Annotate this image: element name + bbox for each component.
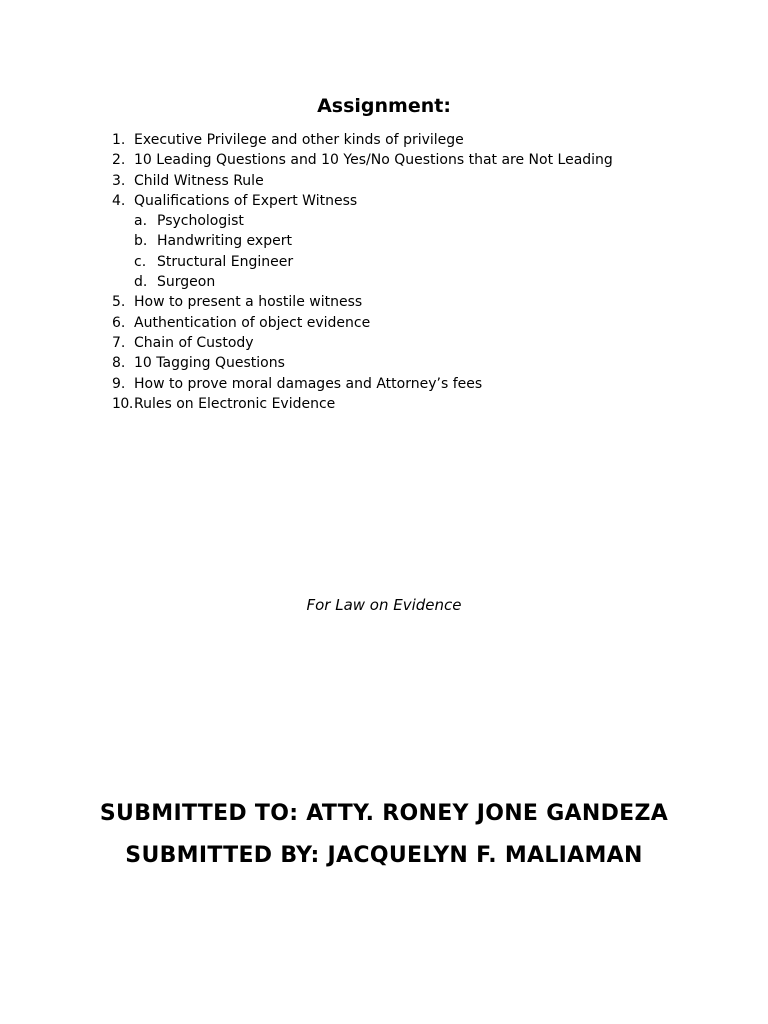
course-subtitle: For Law on Evidence [306, 596, 462, 614]
list-item-number: 10. [112, 395, 133, 412]
list-item-text: How to prove moral damages and Attorney’s fees [134, 375, 483, 392]
list-item [112, 191, 672, 211]
list-item [112, 374, 672, 394]
sub-list-item-text: Psychologist [157, 213, 244, 230]
assignment-list [112, 130, 672, 414]
list-item-text: Child Witness Rule [134, 172, 264, 189]
sub-list-item [112, 252, 672, 272]
list-item-number: 9. [112, 375, 126, 392]
submitted-by-line: SUBMITTED BY: JACQUELYN F. MALIAMAN [125, 843, 643, 868]
sub-list-item-text: Structural Engineer [157, 253, 294, 270]
list-item-number: 6. [112, 314, 126, 331]
list-item-text: Chain of Custody [134, 334, 254, 351]
list-item-number: 2. [112, 152, 126, 169]
list-item-number: 7. [112, 334, 126, 351]
list-item [112, 394, 672, 414]
sub-list-item-letter: a. [134, 213, 148, 230]
list-item-text: Qualifications of Expert Witness [134, 192, 358, 209]
list-item [112, 171, 672, 191]
list-item [112, 313, 672, 333]
list-item-text: Rules on Electronic Evidence [134, 395, 336, 412]
list-item [112, 292, 672, 312]
sub-list-item-letter: b. [134, 233, 148, 250]
list-item-text: Authentication of object evidence [134, 314, 371, 331]
list-item-number: 3. [112, 172, 126, 189]
sub-list-item [112, 272, 672, 292]
list-item-number: 5. [112, 294, 126, 311]
sub-list-item-letter: c. [134, 253, 147, 270]
sub-list-item-text: Handwriting expert [157, 233, 292, 250]
sub-list-item-letter: d. [134, 274, 148, 291]
submitted-to-line: SUBMITTED TO: ATTY. RONEY JONE GANDEZA [99, 801, 669, 826]
list-item [112, 333, 672, 353]
list-item [112, 130, 672, 150]
sub-list-item-text: Surgeon [157, 274, 216, 291]
list-item [112, 353, 672, 373]
list-item-text: Executive Privilege and other kinds of privilege [134, 132, 464, 148]
page-title: Assignment: [317, 95, 451, 117]
list-item [112, 150, 672, 170]
list-item-number: 8. [112, 355, 126, 372]
list-item-number: 4. [112, 192, 126, 209]
sub-list-item [112, 211, 672, 231]
list-item-number: 1. [112, 132, 126, 148]
list-item-text: 10 Leading Questions and 10 Yes/No Questions that are Not Leading [134, 152, 613, 169]
list-item-text: 10 Tagging Questions [134, 355, 285, 372]
sub-list-item [112, 231, 672, 251]
list-item-text: How to present a hostile witness [134, 294, 363, 311]
